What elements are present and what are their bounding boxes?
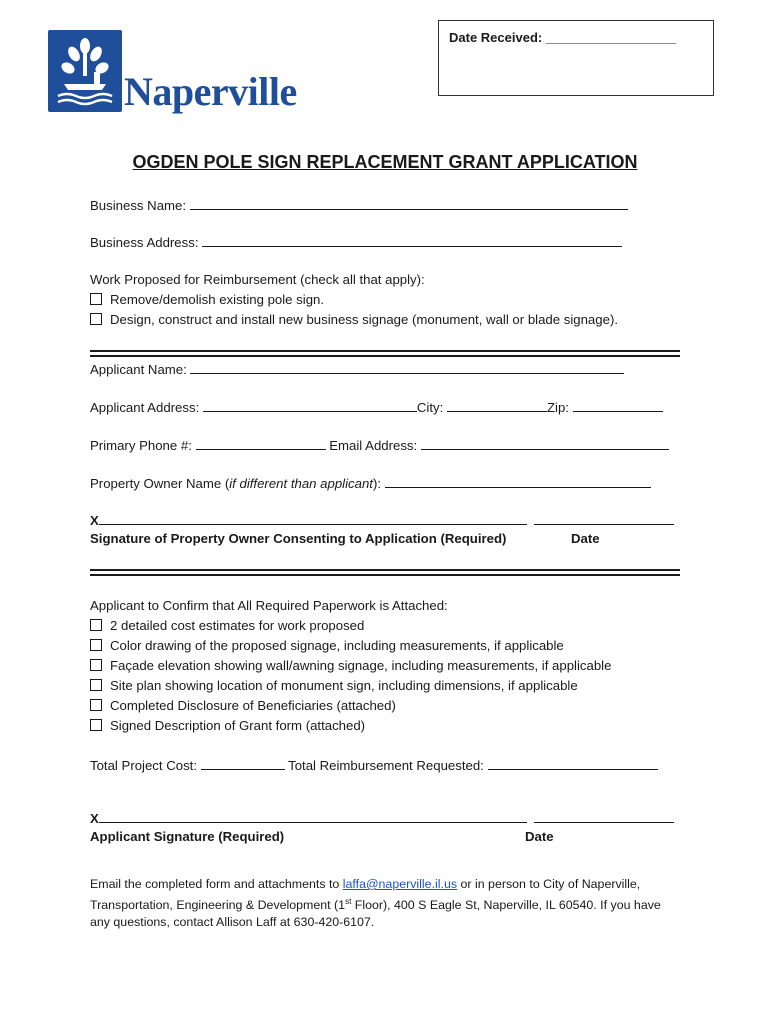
checklist-checkbox[interactable]	[90, 639, 102, 651]
email-address-label: Email Address:	[329, 438, 418, 453]
checklist-label: Completed Disclosure of Beneficiaries (attached)	[110, 698, 396, 713]
logo-wordmark: Naperville	[124, 69, 297, 114]
applicant-signature-label: Applicant Signature (Required)	[90, 829, 285, 844]
checklist-item	[90, 678, 578, 694]
applicant-signature-date-field[interactable]	[534, 810, 674, 823]
checklist-checkbox[interactable]	[90, 679, 102, 691]
owner-name-prefix: Property Owner Name (	[90, 476, 230, 491]
applicant-name-field[interactable]	[190, 361, 624, 374]
business-address-row	[90, 234, 622, 251]
total-reimbursement-label: Total Reimbursement Requested:	[288, 758, 484, 773]
phone-email-row	[90, 437, 669, 454]
date-received-box	[438, 20, 714, 96]
naperville-emblem-icon	[48, 30, 122, 112]
footer-line-1	[90, 876, 661, 893]
applicant-address-label: Applicant Address:	[90, 400, 200, 415]
applicant-address-row	[90, 399, 663, 416]
applicant-signature-row	[90, 810, 674, 827]
footer-text: Transportation, Engineering & Development (1	[90, 898, 346, 913]
checklist-item	[90, 618, 364, 634]
checklist-checkbox[interactable]	[90, 619, 102, 631]
x-mark: X	[90, 513, 99, 528]
remove-sign-checkbox[interactable]	[90, 293, 102, 305]
city-label: City:	[416, 400, 444, 415]
total-project-cost-field[interactable]	[201, 757, 285, 770]
footer-line-2	[90, 893, 661, 914]
form-title: OGDEN POLE SIGN REPLACEMENT GRANT APPLICATION	[132, 152, 638, 172]
checklist-label: Color drawing of the proposed signage, including measurements, if applicable	[110, 638, 564, 653]
city-field[interactable]	[447, 399, 547, 412]
footer-text: Floor), 400 S Eagle St, Naperville, IL 60540. If you have	[351, 898, 661, 913]
confirm-heading: Applicant to Confirm that All Required Paperwork is Attached:	[90, 598, 448, 613]
section-divider	[90, 569, 680, 576]
owner-signature-field[interactable]	[99, 512, 527, 525]
checklist-item	[90, 658, 611, 674]
checklist-label: Site plan showing location of monument sign, including dimensions, if applicable	[110, 678, 578, 693]
primary-phone-field[interactable]	[196, 437, 326, 450]
business-name-field[interactable]	[190, 197, 628, 210]
total-reimbursement-field[interactable]	[488, 757, 658, 770]
date-received-label: Date Received: __________________	[449, 30, 676, 45]
checklist-label: 2 detailed cost estimates for work proposed	[110, 618, 365, 633]
checklist-label: Façade elevation showing wall/awning signage, including measurements, if applicable	[110, 658, 612, 673]
checklist-item	[90, 638, 564, 654]
owner-signature-date-field[interactable]	[534, 512, 674, 525]
footer-instructions	[90, 876, 661, 931]
primary-phone-label: Primary Phone #:	[90, 438, 192, 453]
work-item-label: Remove/demolish existing pole sign.	[110, 292, 325, 307]
business-name-row	[90, 197, 628, 214]
email-address-field[interactable]	[421, 437, 669, 450]
work-item-remove	[90, 292, 324, 308]
owner-name-suffix: ):	[372, 476, 382, 491]
x-mark: X	[90, 811, 99, 826]
checklist-checkbox[interactable]	[90, 659, 102, 671]
checklist-item	[90, 718, 365, 734]
zip-label: Zip:	[546, 400, 569, 415]
business-address-field[interactable]	[202, 234, 622, 247]
work-proposed-heading: Work Proposed for Reimbursement (check all that apply):	[90, 272, 425, 287]
footer-text: Email the completed form and attachments to	[90, 877, 343, 891]
new-signage-checkbox[interactable]	[90, 313, 102, 325]
property-owner-field[interactable]	[385, 475, 651, 488]
total-project-cost-label: Total Project Cost:	[90, 758, 198, 773]
owner-date-label: Date	[571, 531, 600, 546]
checklist-checkbox[interactable]	[90, 699, 102, 711]
work-item-label: Design, construct and install new business signage (monument, wall or blade signage).	[110, 312, 618, 327]
owner-name-note: if different than applicant	[229, 476, 373, 491]
applicant-name-row	[90, 361, 624, 378]
applicant-signature-field[interactable]	[99, 810, 527, 823]
applicant-name-label: Applicant Name:	[90, 362, 187, 377]
business-name-label: Business Name:	[90, 198, 187, 213]
checklist-checkbox[interactable]	[90, 719, 102, 731]
zip-field[interactable]	[573, 399, 663, 412]
checklist-label: Signed Description of Grant form (attached)	[110, 718, 366, 733]
checklist-item	[90, 698, 396, 714]
footer-text: or in person to City of Naperville,	[457, 877, 641, 891]
email-link[interactable]: laffa@naperville.il.us	[342, 877, 458, 891]
city-logo	[48, 30, 298, 114]
footer-superscript: st	[345, 897, 352, 906]
applicant-address-field[interactable]	[203, 399, 417, 412]
footer-line-3: any questions, contact Allison Laff at 630-420-6107.	[90, 915, 375, 930]
applicant-date-label: Date	[525, 829, 554, 844]
owner-signature-row	[90, 512, 674, 529]
work-item-design	[90, 312, 618, 328]
owner-signature-label: Signature of Property Owner Consenting to Application (Required)	[90, 531, 507, 546]
property-owner-row	[90, 475, 651, 492]
cost-row	[90, 757, 658, 774]
business-address-label: Business Address:	[90, 235, 199, 250]
section-divider	[90, 350, 680, 357]
